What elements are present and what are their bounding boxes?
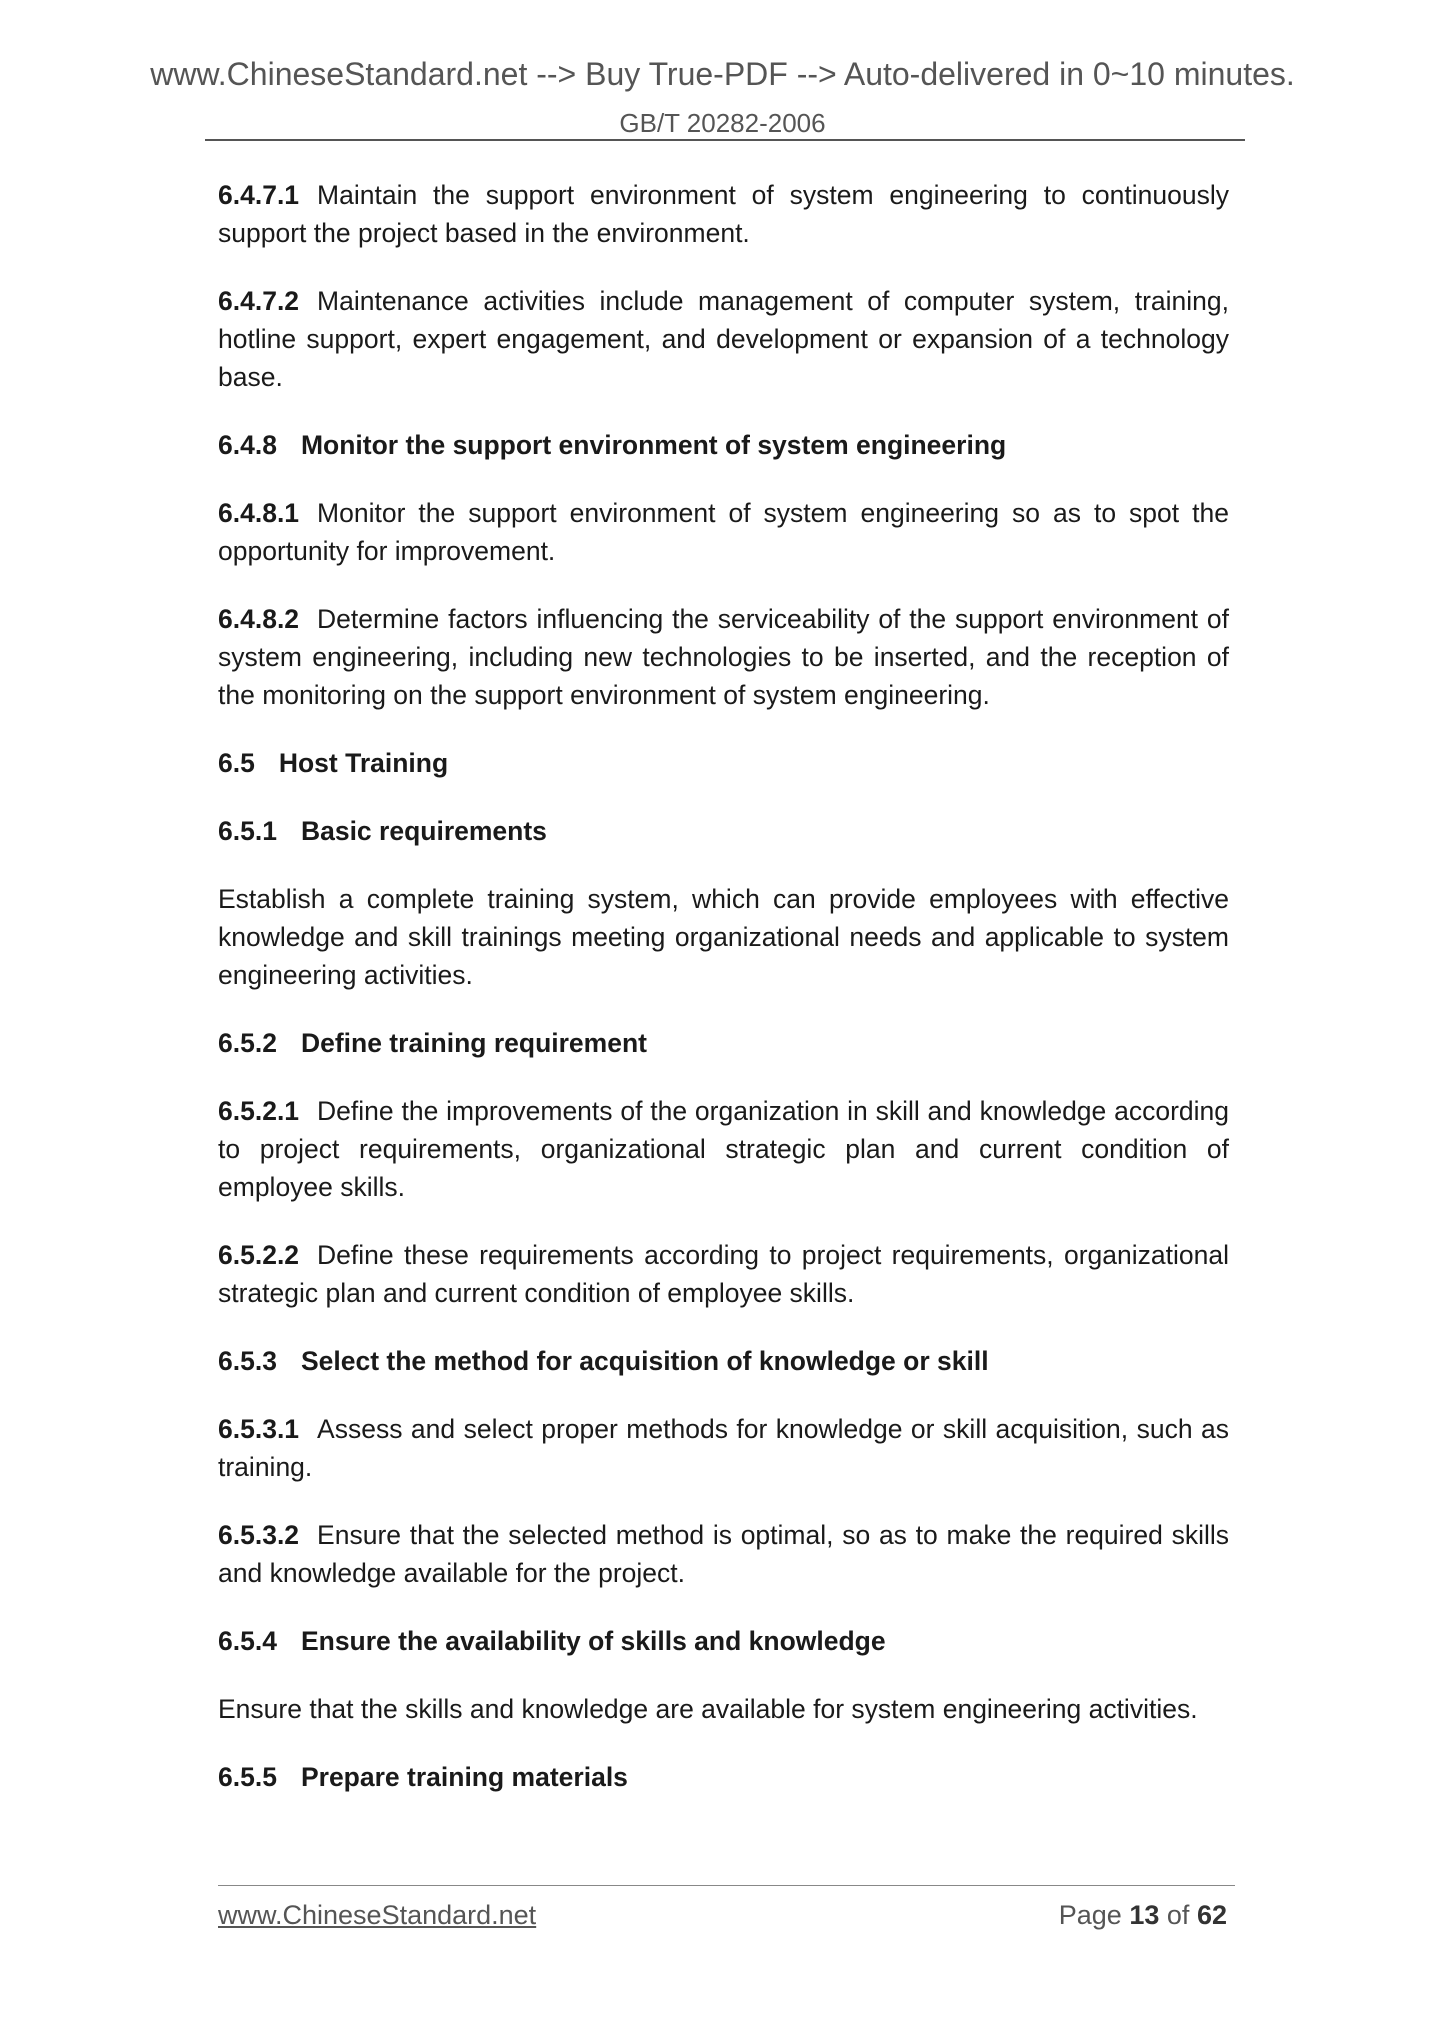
clause-6-4-7-1 bbox=[218, 176, 1229, 252]
heading-6-4-8 bbox=[218, 426, 1229, 464]
heading-6-5-4 bbox=[218, 1622, 1229, 1660]
clause-6-4-8-2 bbox=[218, 600, 1229, 714]
heading-number: 6.5.5 bbox=[218, 1762, 277, 1792]
page-content bbox=[218, 176, 1229, 1826]
clause-6-5-2-2 bbox=[218, 1236, 1229, 1312]
clause-number: 6.5.3.2 bbox=[218, 1520, 300, 1550]
footer-divider bbox=[218, 1885, 1235, 1886]
clause-text: Maintenance activities include management of computer system, training, hotline support, expert engagement, and development or expansion of a technology base. bbox=[218, 286, 1229, 392]
clause-text: Monitor the support environment of system engineering so as to spot the opportunity for improvement. bbox=[218, 498, 1229, 566]
clause-6-5-3-2 bbox=[218, 1516, 1229, 1592]
heading-number: 6.4.8 bbox=[218, 430, 277, 460]
heading-text: Select the method for acquisition of knowledge or skill bbox=[300, 1346, 989, 1376]
clause-number: 6.4.7.1 bbox=[218, 180, 300, 210]
clause-number: 6.5.3.1 bbox=[218, 1414, 300, 1444]
clause-text: Maintain the support environment of system engineering to continuously support the project based in the environment. bbox=[218, 180, 1229, 248]
heading-6-5-5 bbox=[218, 1758, 1229, 1796]
clause-text: Assess and select proper methods for knowledge or skill acquisition, such as training. bbox=[218, 1414, 1229, 1482]
heading-text: Monitor the support environment of system engineering bbox=[300, 430, 1007, 460]
clause-6-4-7-2 bbox=[218, 282, 1229, 396]
heading-text: Host Training bbox=[278, 748, 449, 778]
clause-number: 6.5.2.1 bbox=[218, 1096, 300, 1126]
document-id: GB/T 20282-2006 bbox=[619, 108, 826, 138]
page-prefix: Page bbox=[1058, 1900, 1122, 1930]
heading-number: 6.5 bbox=[218, 748, 255, 778]
clause-text: Define the improvements of the organization in skill and knowledge according to project requirements, organizational strategic plan and current condition of employee skills. bbox=[218, 1096, 1229, 1202]
clause-number: 6.5.2.2 bbox=[218, 1240, 300, 1270]
clause-text: Determine factors influencing the serviceability of the support environment of system engineering, including new technologies to be inserted, and the reception of the monitoring on the support environment of system engineering. bbox=[218, 604, 1229, 710]
heading-text: Ensure the availability of skills and knowledge bbox=[300, 1626, 886, 1656]
heading-number: 6.5.2 bbox=[218, 1028, 277, 1058]
top-banner: www.ChineseStandard.net --> Buy True-PDF --> Auto-delivered in 0~10 minutes. bbox=[150, 56, 1295, 92]
heading-text: Define training requirement bbox=[300, 1028, 647, 1058]
heading-number: 6.5.4 bbox=[218, 1626, 277, 1656]
heading-6-5-3 bbox=[218, 1342, 1229, 1380]
header-divider bbox=[205, 139, 1245, 141]
clause-6-5-3-1 bbox=[218, 1410, 1229, 1486]
clause-6-5-2-1 bbox=[218, 1092, 1229, 1206]
clause-number: 6.4.7.2 bbox=[218, 286, 300, 316]
clause-number: 6.4.8.1 bbox=[218, 498, 300, 528]
clause-number: 6.4.8.2 bbox=[218, 604, 300, 634]
heading-6-5 bbox=[218, 744, 1229, 782]
page-total: 62 bbox=[1196, 1900, 1227, 1930]
heading-text: Basic requirements bbox=[300, 816, 547, 846]
clause-text: Ensure that the selected method is optimal, so as to make the required skills and knowledge available for the project. bbox=[218, 1520, 1229, 1588]
clause-6-4-8-1 bbox=[218, 494, 1229, 570]
page-current: 13 bbox=[1129, 1900, 1160, 1930]
heading-6-5-1 bbox=[218, 812, 1229, 850]
heading-text: Prepare training materials bbox=[300, 1762, 628, 1792]
heading-number: 6.5.3 bbox=[218, 1346, 277, 1376]
page-number bbox=[1059, 1900, 1227, 1931]
page-of: of bbox=[1166, 1900, 1190, 1930]
footer-website-link[interactable]: www.ChineseStandard.net bbox=[218, 1900, 537, 1930]
paragraph-6-5-4: Ensure that the skills and knowledge are available for system engineering activities. bbox=[218, 1694, 1198, 1724]
paragraph-6-5-1: Establish a complete training system, which can provide employees with effective knowledge and skill trainings meeting organizational needs and applicable to system engineering activities. bbox=[218, 884, 1229, 990]
heading-6-5-2 bbox=[218, 1024, 1229, 1062]
clause-text: Define these requirements according to project requirements, organizational strategic plan and current condition of employee skills. bbox=[218, 1240, 1229, 1308]
heading-number: 6.5.1 bbox=[218, 816, 277, 846]
